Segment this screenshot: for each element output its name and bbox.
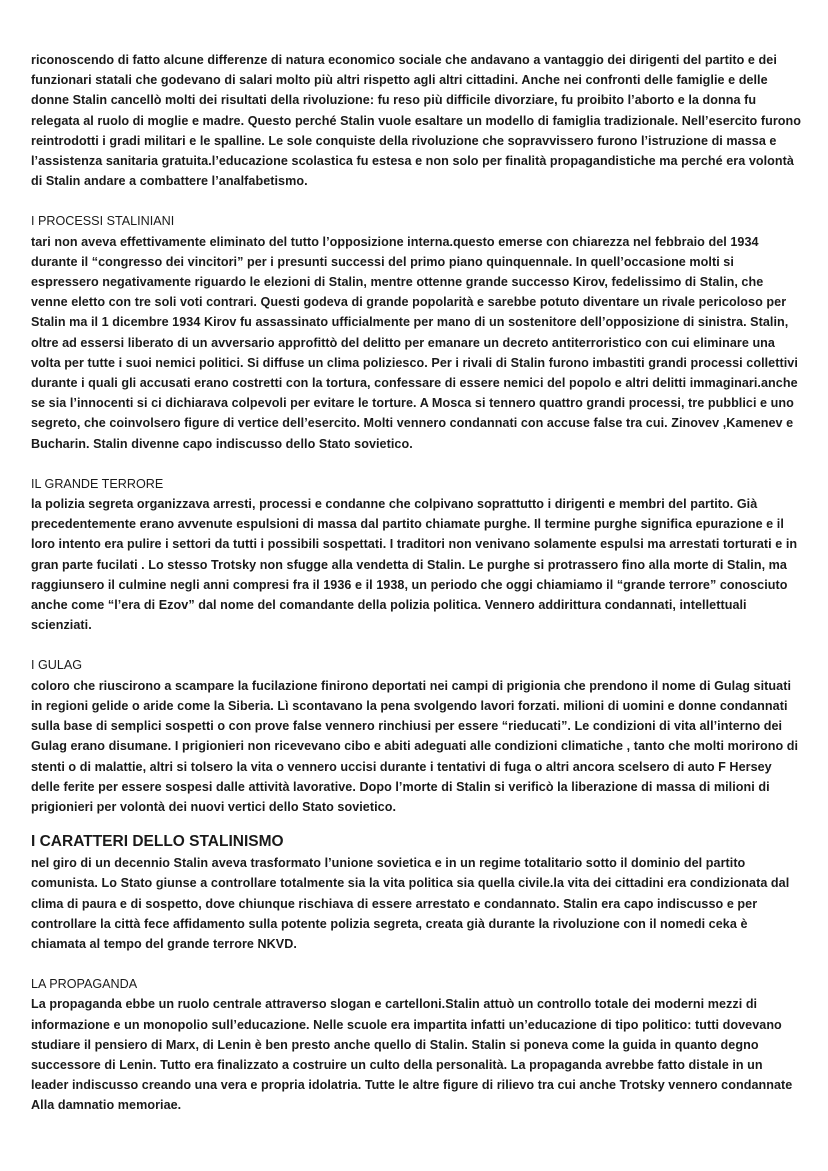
heading-processi-staliniani: I PROCESSI STALINIANI [31,214,175,229]
document-page [31,50,803,1116]
heading-grande-terrore: IL GRANDE TERRORE [31,476,164,491]
heading-caratteri-stalinismo: I CARATTERI DELLO STALINISMO [31,833,284,851]
paragraph-processi-staliniani: tari non aveva effettivamente eliminato del tutto l’opposizione interna.questo emerse con chiarezza nel febbraio del 1934 durante il “congresso dei vincitori” per i presunti successi del primo piano quinquennale. In quell’occasione molti si espressero negativamente riguardo le elezioni di Stalin, mentre ottenne grande successo Kirov, fedelissimo di Stalin, che venne eletto con tre soli voti contrari. Questi godeva di grande popolarità e sarebbe potuto diventare un rivale pericoloso per Stalin ma il 1 dicembre 1934 Kirov fu assassinato ufficialmente per mano di un sostenitore dell’opposizione di sinistra. Stalin, oltre ad essersi liberato di un avversario approfittò del delitto per emanare un decreto antiterroristico con cui eliminare una volta per tutte i suoi nemici politici. Si diffuse un clima poliziesco. Per i rivali di Stalin furono imbastiti grandi processi collettivi durante i quali gli accusati erano costretti con la tortura, confessare di essere nemici del popolo e altri delitti immaginari.anche se sia l’innocenti si ci dichiarava colpevoli per evitare le torture. A Mosca si tennero quattro grandi processi, tre pubblici e uno segreto, che coinvolsero figure di vertice dell’esercito. Molti vennero condannati con accuse false tra cui. Zinovev ,Kamenev e Bucharin. Stalin divenne capo indiscusso dello Stato sovietico. [31,234,798,451]
heading-gulag: I GULAG [31,658,83,673]
paragraph-caratteri-stalinismo: nel giro di un decennio Stalin aveva trasformato l’unione sovietica e in un regime totalitario sotto il dominio del partito comunista. Lo Stato giunse a controllare totalmente sia la vita politica sia quella civile.la vita dei cittadini era condizionata dal clima di paura e di sospetto, dove chiunque rischiava di essere arrestato e condannato. Stalin era capo indiscusso e per controllare la città fece affidamento sulla potente polizia segreta, creata già durante la rivoluzione con il nomedi ceka è chiamata al tempo del grande terrore NKVD. [31,856,790,951]
heading-propaganda: LA PROPAGANDA [31,977,138,992]
paragraph-propaganda: La propaganda ebbe un ruolo centrale attraverso slogan e cartelloni.Stalin attuò un controllo totale dei moderni mezzi di informazione e un monopolio sull’educazione. Nelle scuole era impartita infatti un’educazione di tipo politico: tutti dovevano studiare il pensiero di Marx, di Lenin è ben presto anche quello di Stalin. Stalin si poneva come la guida in quanto degno successore di Lenin. Tutto era finalizzato a costruire un culto della personalità. La propaganda avrebbe fatto distale in un leader indiscusso creando una vera e propria idolatria. Tutte le altre figure di rilievo tra cui anche Trotsky vennero condannate Alla damnatio memoriae. [31,997,793,1113]
paragraph-gulag: coloro che riuscirono a scampare la fucilazione finirono deportati nei campi di prigionia che prendono il nome di Gulag situati in regioni gelide o aride come la Siberia. Lì scontavano la pena svolgendo lavori forzati. milioni di uomini e donne condannati sulla base di semplici sospetti o con prove false vennero rinchiusi per essere “rieducati”. Le condizioni di vita all’interno dei Gulag erano disumane. I prigionieri non ricevevano cibo e abiti adeguati alle condizioni climatiche , tanto che molti morirono di stenti o di malattie, altri si tolsero la vita o vennero uccisi durante i tentativi di fuga o altri ancora scelsero di auto F Hersey delle ferite per essere sospesi dalle attività lavorative. Dopo l’morte di Stalin si verificò la liberazione di massa di milioni di prigionieri per volontà dei nuovi vertici dello Stato sovietico. [31,678,799,814]
paragraph-intro: riconoscendo di fatto alcune differenze di natura economico sociale che andavano a vantaggio dei dirigenti del partito e dei funzionari statali che godevano di salari molto più altri rispetto agli altri cittadini. Anche nei confronti delle famiglie e delle donne Stalin cancellò molti dei risultati della rivoluzione: fu reso più difficile divorziare, fu proibito l’aborto e la donna fu relegata al ruolo di moglie e madre. Questo perché Stalin vuole esaltare un modello di famiglia tradizionale. Nell’esercito furono reintrodotti i gradi militari e le spalline. Le sole conquiste della rivoluzione che sopravvissero furono l’istruzione di massa e l’assistenza sanitaria gratuita.l’educazione scolastica fu estesa e non solo per finalità propagandistiche ma perché era volontà di Stalin andare a combattere l’analfabetismo. [31,53,802,189]
paragraph-grande-terrore: la polizia segreta organizzava arresti, processi e condanne che colpivano soprattutto i dirigenti e membri del partito. Già precedentemente erano avvenute espulsioni di massa dal partito chiamate purghe. Il termine purghe significa epurazione e il loro intento era pulire i settori da tutti i possibili sospettati. I traditori non venivano solamente espulsi ma arrestati torturati e in gran parte fucilati . Lo stesso Trotsky non sfugge alla vendetta di Stalin. Le purghe si protrassero fino alla morte di Stalin, ma raggiunsero il culmine negli anni compresi fra il 1936 e il 1938, un periodo che oggi chiamiamo il “grande terrore” conosciuto anche come “l’era di Ezov” dal nome del comandante della polizia politica. Vennero addirittura condannati, intellettuali scienziati. [31,497,798,633]
